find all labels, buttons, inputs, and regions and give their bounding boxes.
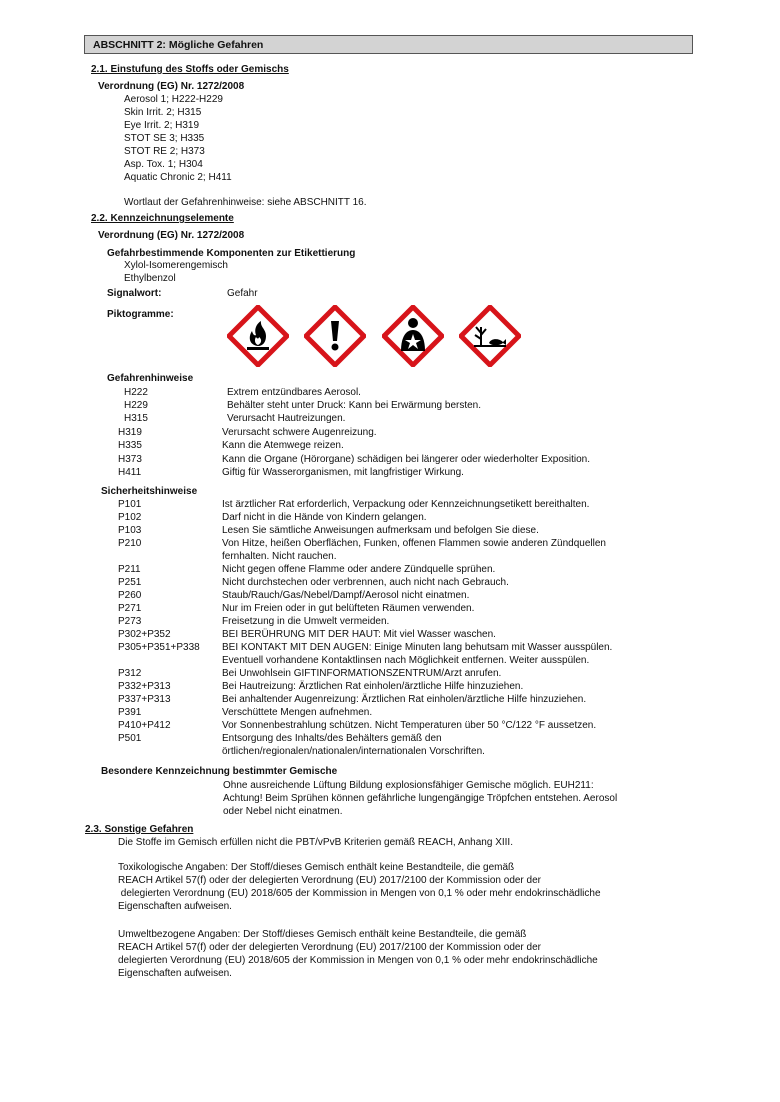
component-item: Ethylbenzol xyxy=(124,273,176,284)
precaution-text: Lesen Sie sämtliche Anweisungen aufmerksam und befolgen Sie diese. xyxy=(222,525,539,536)
precaution-text: Von Hitze, heißen Oberflächen, Funken, offenen Flammen sowie anderen Zündquellen xyxy=(222,538,606,549)
precaution-text: Verschüttete Mengen aufnehmen. xyxy=(222,707,373,718)
hazard-code: H411 xyxy=(118,467,142,478)
classification-item: Aerosol 1; H222-H229 xyxy=(124,94,223,105)
precaution-code: P501 xyxy=(118,733,142,744)
heading-2-1: 2.1. Einstufung des Stoffs oder Gemischs xyxy=(91,64,289,75)
precaution-code: P302+P352 xyxy=(118,629,171,640)
tox-line: delegierten Verordnung (EU) 2018/605 der Kommission in Mengen von 0,1 % oder mehr endokrinschädliche xyxy=(118,888,601,899)
tox-line: REACH Artikel 57(f) oder der delegierten Verordnung (EU) 2017/2100 der Kommission oder der xyxy=(118,875,541,886)
flame-icon xyxy=(227,305,289,367)
precaution-text: Staub/Rauch/Gas/Nebel/Dampf/Aerosol nicht einatmen. xyxy=(222,590,470,601)
precaution-code: P271 xyxy=(118,603,142,614)
section-title: ABSCHNITT 2: Mögliche Gefahren xyxy=(93,39,264,51)
heading-2-2: 2.2. Kennzeichnungselemente xyxy=(91,213,234,224)
hazard-code: H222 xyxy=(124,387,148,398)
env-line: REACH Artikel 57(f) oder der delegierten Verordnung (EU) 2017/2100 der Kommission oder der xyxy=(118,942,541,953)
precaution-code: P410+P412 xyxy=(118,720,171,731)
classification-item: STOT SE 3; H335 xyxy=(124,133,205,144)
precautionary-statements-label: Sicherheitshinweise xyxy=(101,486,198,497)
precaution-text: BEI KONTAKT MIT DEN AUGEN: Einige Minuten lang behutsam mit Wasser ausspülen. xyxy=(222,642,613,653)
precaution-text: Bei Unwohlsein GIFTINFORMATIONSZENTRUM/Arzt anrufen. xyxy=(222,668,502,679)
precaution-code: P211 xyxy=(118,564,141,575)
precaution-text: Entsorgung des Inhalts/des Behälters gemäß den xyxy=(222,733,442,744)
precaution-text: BEI BERÜHRUNG MIT DER HAUT: Mit viel Wasser waschen. xyxy=(222,629,496,640)
precaution-text: örtlichen/regionalen/nationalen/internationalen Vorschriften. xyxy=(222,746,485,757)
hazard-code: H319 xyxy=(118,427,142,438)
precaution-text: Freisetzung in die Umwelt vermeiden. xyxy=(222,616,390,627)
env-line: delegierten Verordnung (EU) 2018/605 der Kommission in Mengen von 0,1 % oder mehr endokrinschädliche xyxy=(118,955,598,966)
precaution-code: P273 xyxy=(118,616,142,627)
precaution-code: P102 xyxy=(118,512,142,523)
heading-2-3: 2.3. Sonstige Gefahren xyxy=(85,824,194,835)
env-line: Umweltbezogene Angaben: Der Stoff/dieses Gemisch enthält keine Bestandteile, die gemäß xyxy=(118,929,527,940)
section-header xyxy=(84,35,693,54)
precaution-code: P251 xyxy=(118,577,142,588)
hazard-statements-label: Gefahrenhinweise xyxy=(107,373,194,384)
regulation-2-1: Verordnung (EG) Nr. 1272/2008 xyxy=(98,81,245,92)
precaution-code: P210 xyxy=(118,538,142,549)
classification-item: Skin Irrit. 2; H315 xyxy=(124,107,202,118)
classification-item: STOT RE 2; H373 xyxy=(124,146,205,157)
hazard-text: Verursacht schwere Augenreizung. xyxy=(222,427,377,438)
special-labelling-line: Achtung! Beim Sprühen können gefährliche lungengängige Tröpfchen entstehen. Aerosol xyxy=(223,793,618,804)
classification-item: Eye Irrit. 2; H319 xyxy=(124,120,200,131)
signal-word-value: Gefahr xyxy=(227,288,258,299)
precaution-text: Vor Sonnenbestrahlung schützen. Nicht Temperaturen über 50 °C/122 °F aussetzen. xyxy=(222,720,597,731)
special-labelling-line: Ohne ausreichende Lüftung Bildung explosionsfähiger Gemische möglich. EUH211: xyxy=(223,780,594,791)
tox-line: Eigenschaften aufweisen. xyxy=(118,901,232,912)
precaution-text: Ist ärztlicher Rat erforderlich, Verpackung oder Kennzeichnungsetikett bereithalten. xyxy=(222,499,590,510)
env-line: Eigenschaften aufweisen. xyxy=(118,968,232,979)
health-hazard-icon xyxy=(382,305,444,367)
classification-item: Aquatic Chronic 2; H411 xyxy=(124,172,232,183)
hazard-code: H229 xyxy=(124,400,148,411)
precaution-text: Nicht durchstechen oder verbrennen, auch nicht nach Gebrauch. xyxy=(222,577,509,588)
precaution-text: Eventuell vorhandene Kontaktlinsen nach Möglichkeit entfernen. Weiter ausspülen. xyxy=(222,655,590,666)
environment-icon xyxy=(459,305,521,367)
precaution-code: P337+P313 xyxy=(118,694,171,705)
precaution-text: fernhalten. Nicht rauchen. xyxy=(222,551,337,562)
classification-item: Asp. Tox. 1; H304 xyxy=(124,159,203,170)
hazard-code: H335 xyxy=(118,440,142,451)
hazard-text: Verursacht Hautreizungen. xyxy=(227,413,346,424)
tox-line: Toxikologische Angaben: Der Stoff/dieses Gemisch enthält keine Bestandteile, die gemäß xyxy=(118,862,515,873)
hazard-text: Kann die Organe (Hörorgane) schädigen bei längerer oder wiederholter Exposition. xyxy=(222,454,590,465)
signal-word-label: Signalwort: xyxy=(107,288,162,299)
precaution-code: P103 xyxy=(118,525,142,536)
hazard-text: Kann die Atemwege reizen. xyxy=(222,440,344,451)
precaution-code: P312 xyxy=(118,668,142,679)
precaution-code: P305+P351+P338 xyxy=(118,642,200,653)
special-labelling-line: oder Nebel nicht einatmen. xyxy=(223,806,343,817)
hazard-wording-note: Wortlaut der Gefahrenhinweise: siehe ABSCHNITT 16. xyxy=(124,197,367,208)
component-item: Xylol-Isomerengemisch xyxy=(124,260,228,271)
pictograms-label: Piktogramme: xyxy=(107,309,174,320)
precaution-code: P260 xyxy=(118,590,142,601)
hazard-text: Giftig für Wasserorganismen, mit langfristiger Wirkung. xyxy=(222,467,464,478)
exclamation-icon xyxy=(304,305,366,367)
hazard-text: Extrem entzündbares Aerosol. xyxy=(227,387,361,398)
hazard-code: H315 xyxy=(124,413,148,424)
precaution-text: Bei Hautreizung: Ärztlichen Rat einholen/ärztliche Hilfe hinzuziehen. xyxy=(222,681,524,692)
hazard-text: Behälter steht unter Druck: Kann bei Erwärmung bersten. xyxy=(227,400,482,411)
precaution-text: Bei anhaltender Augenreizung: Ärztlichen Rat einholen/ärztliche Hilfe hinzuziehen. xyxy=(222,694,587,705)
hazard-code: H373 xyxy=(118,454,142,465)
precaution-text: Darf nicht in die Hände von Kindern gelangen. xyxy=(222,512,427,523)
precaution-text: Nur im Freien oder in gut belüfteten Räumen verwenden. xyxy=(222,603,475,614)
precaution-code: P391 xyxy=(118,707,142,718)
precaution-code: P332+P313 xyxy=(118,681,171,692)
special-labelling-label: Besondere Kennzeichnung bestimmter Gemische xyxy=(101,766,338,777)
regulation-2-2: Verordnung (EG) Nr. 1272/2008 xyxy=(98,230,245,241)
components-label: Gefahrbestimmende Komponenten zur Etikettierung xyxy=(107,248,356,259)
precaution-text: Nicht gegen offene Flamme oder andere Zündquelle sprühen. xyxy=(222,564,496,575)
pbt-statement: Die Stoffe im Gemisch erfüllen nicht die PBT/vPvB Kriterien gemäß REACH, Anhang XIII. xyxy=(118,837,513,848)
precaution-code: P101 xyxy=(118,499,142,510)
